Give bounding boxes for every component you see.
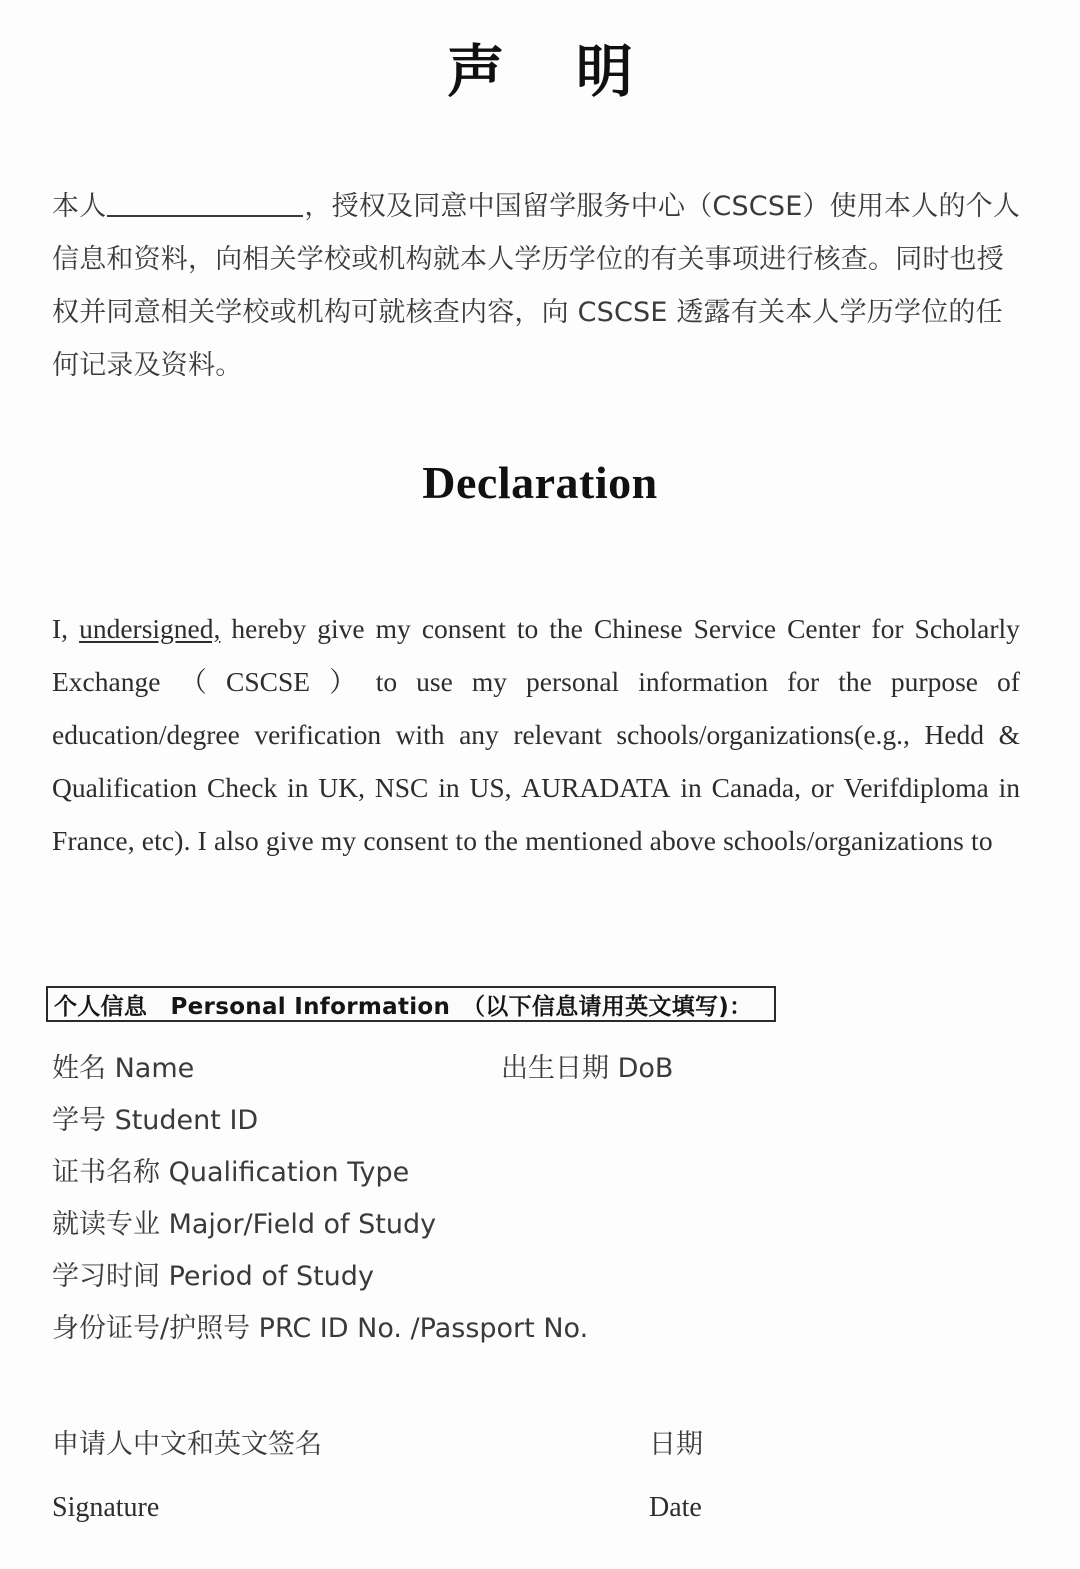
chinese-line1-lead: 本人 [52,191,107,222]
personal-info-field-label[interactable]: 学习时间 Period of Study [52,1261,374,1292]
english-paragraph-line-3 [52,708,1020,761]
english-line1-word-5: the [549,613,583,644]
english-line1-lead: I, [52,613,69,644]
en-line-4-word-1: Check [206,772,278,803]
english-consent-paragraph [52,602,1020,867]
name-blank-rule[interactable] [107,193,303,217]
english-paragraph-line-4 [52,761,1020,814]
en-line-2-word-1: （ [179,666,207,697]
personal-information-fields [52,1046,1020,1358]
en-line-4-word-3: UK, [318,772,365,803]
chinese-consent-paragraph [52,180,1020,392]
en-line-4-word-6: US, [469,772,512,803]
personal-info-field-label[interactable]: 学号 Student ID [52,1105,259,1136]
en-line-2-word-4: to [375,666,398,697]
en-line-2-word-0: Exchange [52,666,161,697]
en-line-2-word-12: of [997,666,1020,697]
chinese-signature-label: 申请人中文和英文签名 [52,1429,322,1460]
en-line-3-word-4: relevant [513,719,602,750]
en-line-2-word-6: my [471,666,507,697]
english-title: Declaration [422,457,658,508]
en-line-2-word-8: information [638,666,769,697]
english-line1-word-4: to [516,613,539,644]
personal-info-row [52,1046,1020,1098]
en-line-2-word-3: ） [329,666,357,697]
english-paragraph-line-2 [52,655,1020,708]
english-line1-word-9: for [871,613,904,644]
en-line-4-word-0: Qualification [52,772,198,803]
personal-information-heading-text: 个人信息 Personal Information （以下信息请用英文填写)： [54,993,753,1020]
english-line1-word-0: hereby [231,613,307,644]
signature-row-chinese [52,1422,1020,1492]
english-line1-word-10: Scholarly [914,613,1020,644]
personal-info-row [52,1306,1020,1358]
personal-information-heading-box [46,986,776,1022]
en-line-3-word-2: with [395,719,445,750]
en-line-2-word-10: the [838,666,872,697]
chinese-paragraph-line-2: 信息和资料，向相关学校或机构就本人学历学位的有关事项进行核查。同时也授 [52,244,1004,275]
english-line1-word-6: Chinese [593,613,683,644]
english-line1-word-8: Center [787,613,861,644]
en-line-4-word-4: NSC [374,772,429,803]
english-line1-word-3: consent [421,613,506,644]
personal-info-field-label[interactable]: 就读专业 Major/Field of Study [52,1209,437,1240]
en-line-3-word-1: verification [254,719,382,750]
en-line-3-word-6: Hedd [924,719,985,750]
personal-info-field-label[interactable]: 证书名称 Qualification Type [52,1157,410,1188]
english-paragraph-line-1 [52,602,1020,655]
chinese-date-label: 日期 [649,1429,703,1460]
en-line-4-word-7: AURADATA [521,772,671,803]
en-line-4-word-9: Canada, [711,772,801,803]
english-date-label: Date [649,1492,702,1523]
en-line-2-word-7: personal [526,666,620,697]
signature-block [52,1422,1020,1562]
en-line-4-word-8: in [680,772,702,803]
en-line-3-word-5: schools/organizations(e.g., [616,719,910,750]
personal-info-row [52,1202,1020,1254]
personal-info-field-label-secondary[interactable]: 出生日期 DoB [501,1053,674,1084]
chinese-line1-tail: ，授权及同意中国留学服务中心（CSCSE）使用本人的个人 [304,191,1021,222]
signature-row-english [52,1492,1020,1562]
english-line1-word-1: give [317,613,365,644]
en-line-3-word-0: education/degree [52,719,240,750]
en-line-4-word-5: in [438,772,460,803]
en-line-2-word-5: use [416,666,453,697]
en-line-4-word-10: or [810,772,834,803]
en-line-3-word-7: & [998,719,1020,750]
personal-info-row [52,1254,1020,1306]
en-line-4-word-12: in [998,772,1020,803]
en-line-4-word-2: in [287,772,309,803]
en-line-4-word-11: Verifdiploma [843,772,989,803]
personal-info-field-label[interactable]: 身份证号/护照号 PRC ID No. /Passport No. [52,1313,589,1344]
personal-info-field-label[interactable]: 姓名 Name [52,1053,195,1084]
undersigned-underlined-text[interactable]: undersigned, [79,613,221,644]
en-line-2-word-2: CSCSE [226,666,311,697]
chinese-paragraph-line-1 [52,180,1020,233]
en-line-2-word-11: purpose [890,666,978,697]
chinese-title: 声 明 [447,38,659,105]
chinese-paragraph-line-3: 权并同意相关学校或机构可就核查内容，向 CSCSE 透露有关本人学历学位的任 [52,297,1003,328]
en-line-3-word-3: any [459,719,499,750]
chinese-paragraph-line-4: 何记录及资料。 [52,350,243,381]
en-line-2-word-9: for [787,666,820,697]
personal-info-row [52,1150,1020,1202]
english-signature-label: Signature [52,1492,160,1523]
english-line1-word-2: my [375,613,411,644]
english-paragraph-line-5: France, etc). I also give my consent to the mentioned above schools/organizations to [52,825,993,856]
personal-info-row [52,1098,1020,1150]
english-line1-word-7: Service [693,613,777,644]
